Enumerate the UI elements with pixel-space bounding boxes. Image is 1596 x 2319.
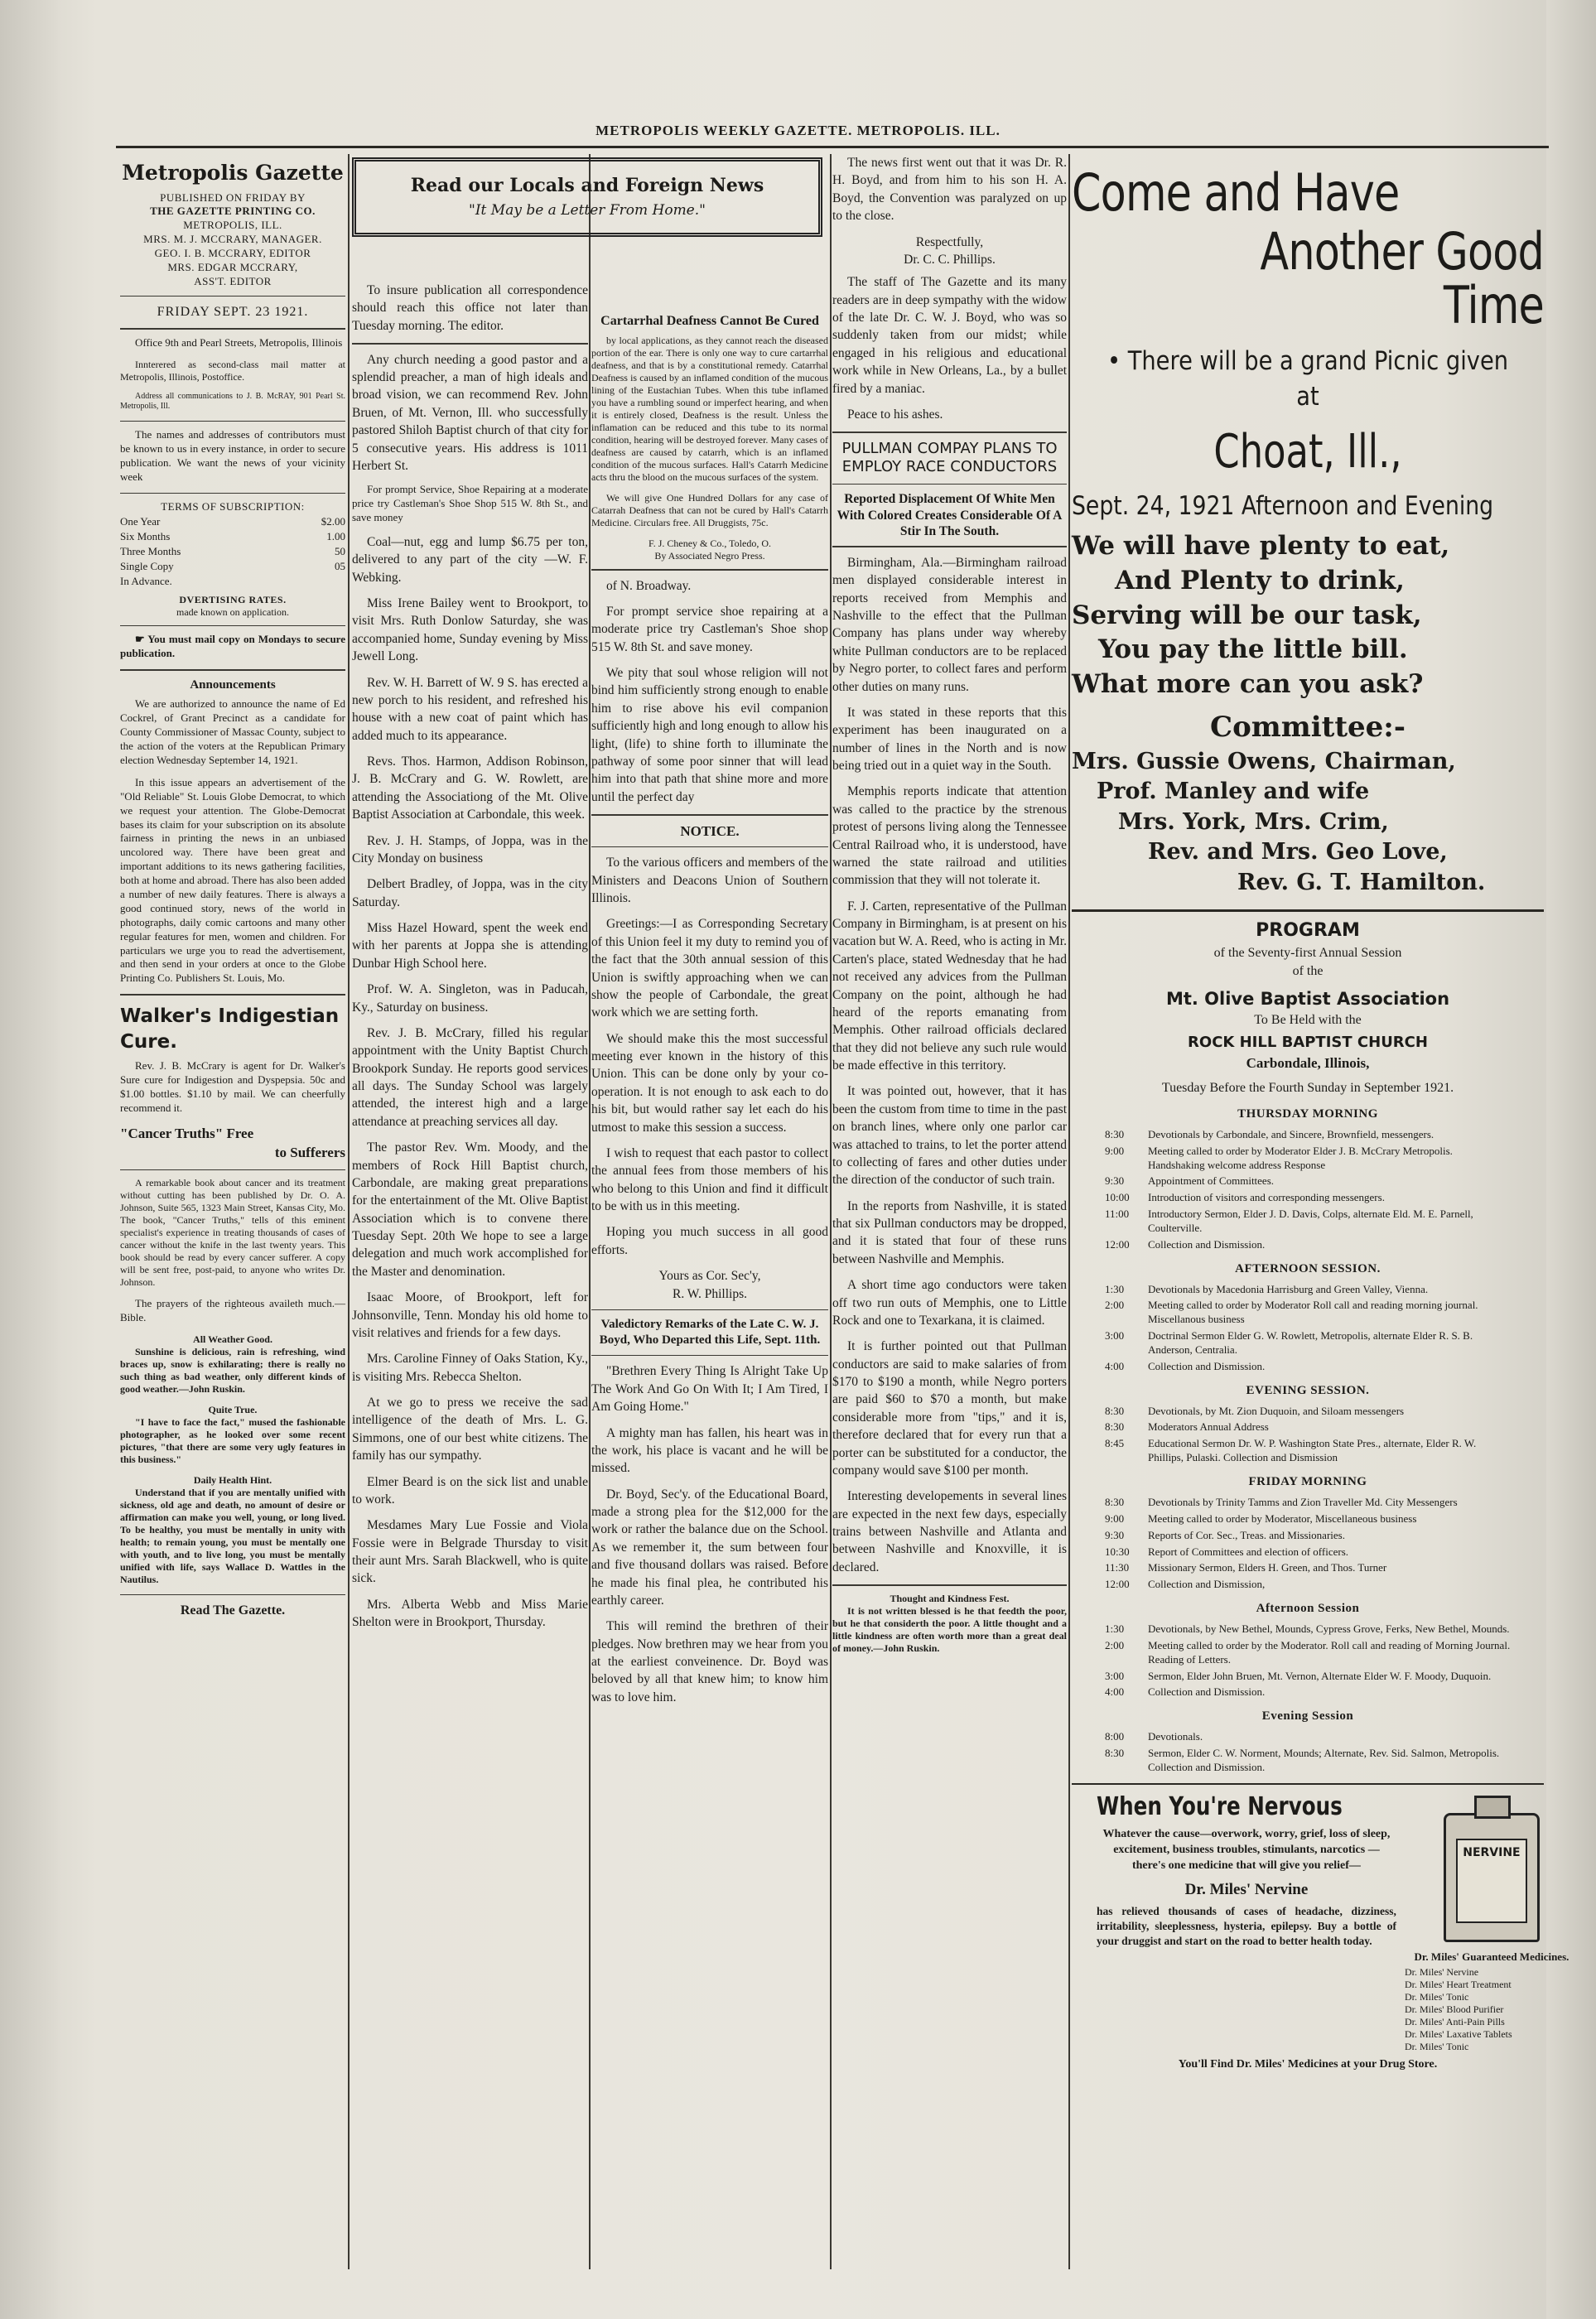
publisher-line: MRS. M. J. MCCRARY, MANAGER.: [143, 233, 322, 246]
pullman-title: PULLMAN COMPAY PLANS TO EMPLOY RACE CONDUCTORS: [841, 439, 1058, 476]
address-note: Address all communications to J. B. McRAY, 901 Pearl St. Metropolis, Ill.: [120, 391, 345, 412]
pullman-text: Interesting developements in several lines are expected in the next few days, especially trains between Nashville and Atlanta and between Nashville and Knoxville, it is declared.: [832, 1489, 1067, 1574]
subscription-terms: One Year $2.00 Six Months 1.00 Three Months 50 Single Copy 05 In Advance.: [120, 515, 345, 587]
pullman-text: In the reports from Nashville, it is stated that six Pullman conductors may be dropped, and it is stated that four of these runs between Nashville and Memphis.: [832, 1198, 1067, 1266]
program-row: 3:00 Sermon, Elder John Bruen, Mt. Vernon, Alternate Elder W. F. Moody, Duquoin.: [1105, 1669, 1492, 1682]
friday-afternoon-title: Afternoon Session: [1256, 1602, 1360, 1616]
nervous-title: When You're Nervous: [1097, 1791, 1343, 1821]
publisher-line: GEO. I. B. MCCRARY, EDITOR: [154, 247, 311, 260]
pullman-subtitle: Reported Displacement Of White Men With Colored Creates Considerable Of A Stir In The South.: [837, 492, 1063, 538]
nervine-bottle-icon: NERVINE: [1444, 1813, 1540, 1942]
program-subtitle: of the: [1292, 963, 1324, 978]
program-row: 11:00 Introductory Sermon, Elder J. D. Davis, Colps, alternate Eld. M. E. Parnell, Coulterville.: [1105, 1208, 1473, 1235]
news-item: Any church needing a good pastor and a splendid preacher, a man of high ideals and broad vision, we can recommend Rev. John Bruen, of Mt. Vernon, Ill. who successfully pastored Shiloh Baptist church of that city for 5 consecutive years. His address is 1011 Herbert St.: [352, 352, 588, 473]
news-item: Rev. J. B. McCrary, filled his regular appointment with the Unity Baptist Church Brookpork Sunday. He reports good services all days. The Sunday School was largely attended, the interest high and a large attendance at preaching services all day.: [352, 1025, 588, 1129]
notice-signature: R. W. Phillips.: [672, 1286, 748, 1301]
church-name: ROCK HILL BAPTIST CHURCH: [1188, 1033, 1428, 1051]
news-item: Isaac Moore, of Brookport, left for Johnsonville, Tenn. Monday his old home to visit relatives and friends for a few days.: [352, 1290, 588, 1340]
column-rule: [348, 154, 350, 2269]
held-with: To Be Held with the: [1254, 1012, 1362, 1027]
notice-text: I wish to request that each pastor to collect the annual fees from those members of his who belong to this Union and find it difficult to be with us in this meeting.: [591, 1145, 828, 1213]
nervine-ad: [1072, 1790, 1569, 2072]
guaranteed-item: Dr. Miles' Nervine: [1404, 1965, 1479, 1978]
committee-member: Rev. and Mrs. Geo Love,: [1148, 839, 1448, 865]
notice-text: We should make this the most successful meeting ever known in the history of this Union. This can be done only by your co-operation. It is not enough to ask each to do his bit, but would rather say let each do his utmost to make this session a success.: [591, 1031, 828, 1135]
dateline: FRIDAY SEPT. 23 1921.: [157, 305, 309, 320]
program-row: 10:00 Introduction of visitors and corresponding messengers.: [1105, 1191, 1385, 1204]
masthead: Metropolis Gazette: [122, 161, 344, 185]
nervous-text: Whatever the cause—overwork, worry, grief, loss of sleep, excitement, business troubles, stimulants, narcotics — there's one medicine that will give you relief—: [1102, 1828, 1391, 1872]
guaranteed-item: Dr. Miles' Heart Treatment: [1404, 1978, 1512, 1990]
boyd-news: The news first went out that it was Dr. R. H. Boyd, and from him to his son H. A. Boyd, the Convention was paralyzed on up to the close.: [832, 156, 1067, 224]
respectfully: Respectfully,: [915, 234, 984, 249]
thursday-morning-list: [1105, 1128, 1511, 1252]
locals-box-subtitle: "It May be a Letter From Home.": [469, 202, 706, 219]
news-item: The pastor Rev. Wm. Moody, and the members of Rock Hill Baptist church, Carbondale, are making great preparations for the entertainment of the Mt. Olive Baptist Association which is to convene there Tuesday Sept. 20th We hope to see a large delegation and much work accomplished for the Master and denomination.: [352, 1140, 588, 1279]
walker-title: Walker's Indigestian Cure.: [120, 1005, 340, 1053]
committee-member: Prof. Manley and wife: [1097, 779, 1370, 805]
advertising-rates: DVERTISING RATES.: [179, 593, 287, 605]
news-item: At we go to press we receive the sad intelligence of the death of Mrs. L. G. Simmons, one of our best white citizens. The family has our sympathy.: [352, 1396, 588, 1463]
valedictory-text: A mighty man has fallen, his heart was in the work, his place is vacant and he will be missed.: [591, 1425, 828, 1476]
program-row: 3:00 Doctrinal Sermon Elder G. W. Rowlett, Metropolis, alternate Elder R. S. B. Anderson, Centralia.: [1105, 1329, 1473, 1357]
peace-line: Peace to his ashes.: [847, 407, 943, 422]
news-item: Rev. W. H. Barrett of W. 9 S. has erected a new porch to his resident, and refreshed his house with a new coat of paint which has added much to its appearance.: [352, 675, 588, 743]
program-row: 4:00 Collection and Dismission.: [1105, 1360, 1266, 1373]
news-item: Delbert Bradley, of Joppa, was in the city Saturday.: [352, 877, 588, 909]
news-item: Mrs. Caroline Finney of Oaks Station, Ky., is visiting Mrs. Rebecca Shelton.: [352, 1352, 588, 1384]
mail-copy-note: ☛ You must mail copy on Mondays to secure publication.: [120, 633, 345, 660]
program-row: 8:45 Educational Sermon Dr. W. P. Washington State Pres., alternate, Elder R. W. Phillips, Pulaski. Collection and Dismission: [1105, 1437, 1477, 1464]
guaranteed-item: Dr. Miles' Blood Purifier: [1404, 2003, 1504, 2015]
announcement-text: In this issue appears an advertisement of the "Old Reliable" St. Louis Globe Democrat, to which we request your attention. The Globe-Democrat bases its claim for your subscription on its absolute fairness in printing the news in an unbiased uncolored way. There have been great and important additions to its news gathering facilities, both at home and abroad. There has also been added a number of new daily features. There is always a good continued story, news of the world in photographs, daily comic cartoons and many other regular features for men, women and children. For particulars we urge you to read the advertisement, and then send in your orders at once to the Globe Printing Co. Publishers St. Louis, Mo.: [120, 775, 345, 985]
nervine-text: has relieved thousands of cases of headache, dizziness, irritability, sleeplessness, hysteria, epilepsy. Buy a bottle of your druggist and start on the road to better health today.: [1097, 1904, 1396, 1948]
news-item: Elmer Beard is on the sick list and unable to work.: [352, 1474, 588, 1507]
locals-box: [352, 157, 822, 237]
program-row: 1:30 Devotionals, by New Bethel, Mounds, Cypress Grove, Ferks, New Bethel, Mounds.: [1105, 1622, 1510, 1635]
committee-member: Mrs. Gussie Owens, Chairman,: [1072, 748, 1456, 774]
program-row: 8:30 Devotionals by Trinity Tamms and Zion Traveller Md. City Messengers: [1105, 1495, 1458, 1508]
picnic-rhyme-line: You pay the little bill.: [1098, 634, 1408, 665]
program-row: 9:00 Meeting called to order by Moderator, Miscellaneous business: [1105, 1511, 1417, 1525]
contributors-note: The names and addresses of contributors must be known to us in every instance, in order to secure publication. We want the news of your vicinity week: [120, 428, 345, 483]
publisher-line: THE GAZETTE PRINTING CO.: [150, 205, 316, 218]
pullman-text: It was stated in these reports that this experiment has been inaugurated on a number of lines in the North and is now being tried out in a quiet way in the South.: [832, 705, 1067, 773]
publisher-line: METROPOLIS, ILL.: [183, 219, 282, 232]
news-item: Mrs. Alberta Webb and Miss Marie Shelton were in Brookport, Thursday.: [352, 1597, 588, 1630]
catarrh-text: by local applications, as they cannot reach the diseased portion of the ear. There is only one way to cure cartarrhal deafness, and that is by a constitutional remedy. Catarrhal Deafness is caused by an inflamed condition of the mucous lining of the Eustachian Tubes. When this tube inflamed you have a rumbling sound or imperfect hearing, and when it is entirely closed, Deafness is the result. Unless the inflamation can be reduced and this tube to its normal condition, hearing will be destroyed forever. Many cases of deafness are caused by catarrh, which is an inflamed condition of the mucous surfaces. Hall's Catarrh Medicine acts thru the blood on the mucous surfaces of the system.: [591, 335, 828, 483]
church-city: Carbondale, Illinois,: [1246, 1054, 1370, 1071]
column-rule: [1068, 154, 1070, 2269]
news-item: To insure publication all correspondence should reach this office not later than Tuesday morning. The editor.: [352, 283, 588, 333]
column-rule: [830, 154, 832, 2269]
column-2-body: [352, 282, 588, 2269]
left-page-edge: [0, 0, 58, 2319]
read-gazette: Read The Gazette.: [180, 1603, 286, 1618]
guaranteed-title: Dr. Miles' Guaranteed Medicines.: [1414, 1950, 1569, 1963]
shoe-repair-ad: For prompt service shoe repairing at a moderate price try Castleman's Shoe shop 515 W. 8th St. and save money.: [591, 604, 828, 654]
column-3: [591, 306, 828, 2269]
catarrh-title: Cartarrhal Deafness Cannot Be Cured: [600, 314, 819, 328]
picnic-ad-title: Come and Have: [1072, 162, 1400, 223]
prayers-text: The prayers of the righteous availeth much.—Bible.: [120, 1297, 345, 1324]
valedictory-title: Valedictory Remarks of the Late C. W. J. Boyd, Who Departed this Life, Sept. 11th.: [599, 1318, 821, 1348]
picnic-ad-title: Another Good Time: [1260, 221, 1544, 336]
column-4: [832, 154, 1067, 2269]
column-5: [1072, 154, 1569, 2269]
pity-text: We pity that soul whose religion will not bind him sufficiently strong enough to enable him to rise above his evil companion sufficiently high and long enough to allow his light, (life) to shine forth to illuminate the pathway of some poor sinner that will lead him into that path that shine more and more until the perfect day: [591, 666, 828, 804]
pointing-hand-icon: ☛: [135, 633, 145, 646]
program-section: [1072, 918, 1544, 1775]
program-row: 2:00 Meeting called to order by the Moderator. Roll call and reading of Morning Journal. Reading of Letters.: [1105, 1638, 1511, 1666]
nervine-name: Dr. Miles' Nervine: [1184, 1880, 1309, 1898]
program-subtitle: of the Seventy-first Annual Session: [1213, 945, 1402, 960]
program-title: PROGRAM: [1256, 920, 1360, 942]
program-row: 8:30 Devotionals, by Mt. Zion Duquoin, and Siloam messengers: [1105, 1404, 1405, 1417]
health-title: Daily Health Hint.: [193, 1473, 272, 1486]
cancer-title: "Cancer Truths" Free: [120, 1125, 254, 1141]
news-item: For prompt Service, Shoe Repairing at a moderate price try Castleman's Shoe Shop 515 W. 8th St., and save money: [352, 483, 588, 524]
walker-text: Rev. J. B. McCrary is agent for Dr. Walker's Sure cure for Indigestion and Dyspepsia. 50c and $1.00 bottles. $1.10 by mail. We can cheerfully recommend it.: [120, 1059, 345, 1114]
program-row: 12:00 Collection and Dismission,: [1105, 1578, 1266, 1591]
friday-morning-title: FRIDAY MORNING: [1248, 1475, 1367, 1489]
program-row: 9:30 Reports of Cor. Sec., Treas. and Missionaries.: [1105, 1528, 1345, 1541]
notice-text: To the various officers and members of the Ministers and Deacons Union of Southern Illinois.: [591, 856, 828, 905]
picnic-ad-line: • There will be a grand Picnic given at: [1107, 346, 1509, 412]
news-item: Coal—nut, egg and lump $6.75 per ton, delivered to any part of the city —W. F. Webking.: [352, 534, 588, 585]
picnic-rhyme-line: Serving will be our task,: [1072, 600, 1422, 630]
news-item: Rev. J. H. Stamps, of Joppa, was in the City Monday on business: [352, 833, 588, 865]
bullet-icon: •: [1107, 346, 1128, 377]
pullman-text: A short time ago conductors were taken off two run outs of Memphis, one to Little Rock and one to Texarkana, it is claimed.: [832, 1278, 1067, 1328]
program-row: 8:30 Sermon, Elder C. W. Norment, Mounds; Alternate, Rev. Sid. Salmon, Metropolis. Collection and Dismission.: [1105, 1746, 1500, 1773]
valedictory-text: Dr. Boyd, Sec'y. of the Educational Board, made a strong plea for the $12,000 for the work or rather the balance due on the School. As we remember it, the sum between four and five thousand dollars was raised. Before he made his final plea, he contributed his earthly career.: [591, 1487, 828, 1608]
thought-title: Thought and Kindness Fest.: [890, 1592, 1010, 1604]
terms-title: TERMS OF SUBSCRIPTION:: [161, 500, 305, 513]
find-medicines-line: You'll Find Dr. Miles' Medicines at your Drug Store.: [1178, 2057, 1438, 2071]
pullman-text: F. J. Carten, representative of the Pullman Company in Birmingham, is at present on his vacation but W. A. Reed, who is acting in Mr. Carten's place, stated Wednesday that he had not received any advices from the Pullman Company on the point, although he had heard of the reports emanating from Memphis. Other railroad officials declared that they did not believe any such rule would be made effective in this territory.: [832, 899, 1067, 1073]
publisher-line: ASS'T. EDITOR: [194, 274, 272, 287]
quite-true-title: Quite True.: [208, 1403, 258, 1415]
guaranteed-item: Dr. Miles' Tonic: [1404, 1990, 1469, 2003]
news-item: Miss Hazel Howard, spent the week end with her parents at Joppa she is attending Dunbar High School here.: [352, 921, 588, 971]
news-item: Mesdames Mary Lue Fossie and Viola Fossie were in Belgrade Thursday to visit their aunt Mrs. Sarah Blackwell, who is quite sick.: [352, 1518, 588, 1586]
publisher-line: MRS. EDGAR MCCRARY,: [167, 260, 298, 273]
health-text: Understand that if you are mentally unified with sickness, old age and death, no amount of desire or affirmation can make you well, young, or long lived. To be healthy, you must be mentally in unity with health; to remain young, you must be mentally one with youth, and to live long, you must be mentally unified with life, says Wallace D. Wattles in the Nautilus.: [120, 1486, 345, 1585]
respectfully-signature: Dr. C. C. Phillips.: [904, 252, 996, 267]
weather-text: Sunshine is delicious, rain is refreshing, wind braces up, snow is exhilarating; there is really no such thing as bad weather, only different kinds of good weather.—John Ruskin.: [120, 1345, 345, 1395]
news-item: Miss Irene Bailey went to Brookport, to visit Mrs. Ruth Donlow Saturday, she was accompanied home, Sunday evening by Miss Jewell Long.: [352, 596, 588, 664]
program-row: 8:00 Devotionals.: [1105, 1730, 1203, 1743]
program-row: 8:30 Devotionals by Carbondale, and Sincere, Brownfield, messengers.: [1105, 1127, 1434, 1140]
cancer-text: A remarkable book about cancer and its treatment without cutting has been published by Dr. O. A. Johnson, Suite 565, 1323 Main Street, Kansas City, Mo. The book, "Cancer Truths," tells of this eminent specialist's experience in treating thousands of cases of cancer without the knife in the last twenty years. This book should be read by every cancer sufferer. A copy will be sent free, post-paid, to anyone who writes Dr. Johnson.: [120, 1177, 345, 1289]
header-rule: [116, 146, 1549, 148]
picnic-rhyme-line: We will have plenty to eat,: [1072, 530, 1450, 561]
notice-title: NOTICE.: [680, 822, 740, 839]
program-row: 8:30 Moderators Annual Address: [1105, 1420, 1269, 1434]
section-rule: [1072, 909, 1544, 912]
announcements-title: Announcements: [190, 677, 276, 692]
friday-evening-title: Evening Session: [1261, 1709, 1354, 1724]
notice-text: Hoping you much success in all good efforts.: [591, 1225, 828, 1257]
afternoon-session-title: AFTERNOON SESSION.: [1235, 1261, 1381, 1275]
advertising-note: made known on application.: [176, 605, 289, 618]
associated-press: By Associated Negro Press.: [654, 550, 765, 562]
program-row: 4:00 Collection and Dismission.: [1105, 1685, 1266, 1699]
weather-title: All Weather Good.: [193, 1333, 272, 1345]
evening-session-title: EVENING SESSION.: [1246, 1383, 1370, 1397]
committee-member: Rev. G. T. Hamilton.: [1237, 869, 1486, 895]
broadway-text: of N. Broadway.: [606, 578, 692, 593]
staff-sympathy: The staff of The Gazette and its many readers are in deep sympathy with the widow of the late Dr. C. W. J. Boyd, who was so suddenly taken from our midst; while engaged in his religious and educational work while in New Orleans, La., by a bullet fired by a maniac.: [832, 275, 1067, 396]
office-address: Office 9th and Pearl Streets, Metropolis, Illinois: [135, 335, 343, 349]
committee-member: Mrs. York, Mrs. Crim,: [1118, 808, 1389, 835]
valedictory-text: This will remind the brethren of their pledges. Now brethren may we hear from you at the earliest conveinence. Dr. Boyd was beloved by all that knew him; to know him was to love him.: [591, 1619, 828, 1704]
program-date: Tuesday Before the Fourth Sunday in September 1921.: [1161, 1080, 1454, 1095]
committee-title: Committee:-: [1210, 711, 1406, 745]
program-row: 11:30 Missionary Sermon, Elders H. Green, and Thos. Turner: [1105, 1561, 1387, 1574]
program-row: 10:30 Report of Committees and election of officers.: [1105, 1545, 1348, 1558]
entered-note: Innterered as second-class mail matter at Metropolis, Illinois, Postoffice.: [120, 358, 345, 383]
quite-true-text: "I have to face the fact," mused the fashionable photographer, as he looked over some recent pictures, "that there are some very ugly features in this business.": [120, 1415, 345, 1465]
pullman-text: It was pointed out, however, that it has been the custom from time to time in the past on branch lines, where only one parlor car was attached to trains, to let the porter attend to collecting of fares and other duties under the direction of the conductor of such train.: [832, 1084, 1067, 1188]
section-rule: [1072, 1783, 1544, 1785]
program-row: 9:30 Appointment of Committees.: [1105, 1174, 1275, 1188]
locals-box-title: Read our Locals and Foreign News: [410, 175, 764, 196]
picnic-rhyme-line: What more can you ask?: [1072, 669, 1424, 700]
notice-signature: Yours as Cor. Sec'y,: [658, 1269, 761, 1284]
news-item: Revs. Thos. Harmon, Addison Robinson, J. B. McCrary and G. W. Rowlett, are attending the Associationg of the Mt. Olive Baptist Association at Carbondale, this week.: [352, 755, 588, 822]
picnic-date: Sept. 24, 1921 Afternoon and Evening: [1072, 491, 1494, 522]
pullman-text: Birmingham, Ala.—Birmingham railroad men displayed considerable interest in reports received from Memphis and Nashville to the effect that the Pullman Company has plans under way whereby white Pullman conductors are to be replaced by Negro porter, to collect fares and perform other duties on many runs.: [832, 555, 1067, 694]
news-item: Prof. W. A. Singleton, was in Paducah, Ky., Saturday on business.: [352, 982, 588, 1015]
guaranteed-item: Dr. Miles' Tonic: [1404, 2040, 1469, 2052]
running-head: METROPOLIS WEEKLY GAZETTE. METROPOLIS. ILL.: [595, 123, 1001, 138]
program-row: 1:30 Devotionals by Macedonia Harrisburg and Green Valley, Vienna.: [1105, 1282, 1429, 1295]
picnic-rhyme-line: And Plenty to drink,: [1115, 565, 1405, 595]
notice-text: Greetings:—I as Corresponding Secretary of this Union feel it my duty to remind you of the fact that the 30th annual session of this Union is swiftly approaching when we can show the people of Carbondale, the great work which we are setting forth.: [591, 917, 828, 1020]
association-name: Mt. Olive Baptist Association: [1165, 988, 1450, 1009]
valedictory-text: "Brethren Every Thing Is Alright Take Up The Work And Go On With It; I Am Tired, I Am Going Home.": [591, 1364, 828, 1415]
program-row: 9:00 Meeting called to order by Moderator Elder J. B. McCrary Metropolis. Handshaking welcome address Response: [1105, 1144, 1453, 1171]
thought-text: It is not written blessed is he that feedth the poor, but he that considerth the poor. A little thought and a little kindness are often worth more than a great deal of money.—John Ruskin.: [832, 1604, 1067, 1654]
program-row: 2:00 Meeting called to order by Moderator Roll call and reading morning journal. Miscellanous business: [1105, 1299, 1478, 1326]
catarrh-offer: We will give One Hundred Dollars for any case of Catarrah Deafness that can not be cured by Hall's Catarrh Medicine. Circulars free. All Druggists, 75c.: [591, 492, 828, 528]
pullman-text: Memphis reports indicate that attention was called to the practice by the strenous protest of persons living along the Tennessee Central Railroad who, it is understood, have warned the state railroad and utilities commission that they will not tolerate it.: [832, 784, 1067, 888]
cancer-title: to Sufferers: [274, 1145, 345, 1161]
thursday-morning-title: THURSDAY MORNING: [1237, 1107, 1378, 1121]
picnic-place: Choat, Ill.,: [1213, 424, 1402, 479]
catarrh-signature: F. J. Cheney & Co., Toledo, O.: [649, 538, 771, 549]
pullman-text: It is further pointed out that Pullman conductors are said to make salaries of from $170 to $190 a month, while Negro porters are paid $60 to $70 a month, but make considerable more from "tips," and it is, therefore declared that for every run that a porter can be substituted for a conductor, the company would save $100 per month.: [832, 1339, 1067, 1478]
publisher-line: PUBLISHED ON FRIDAY BY: [160, 190, 306, 204]
column-1: [120, 154, 345, 2269]
guaranteed-item: Dr. Miles' Anti-Pain Pills: [1404, 2015, 1505, 2027]
announcement-text: We are authorized to announce the name of Ed Cockrel, of Grant Precinct as a candidate for County Commissioner of Massac County, subject to the action of the voters at the Republican Primary election Wednesday September 14, 1921.: [120, 697, 345, 766]
program-row: 12:00 Collection and Dismission.: [1105, 1237, 1266, 1251]
guaranteed-item: Dr. Miles' Laxative Tablets: [1404, 2027, 1512, 2040]
